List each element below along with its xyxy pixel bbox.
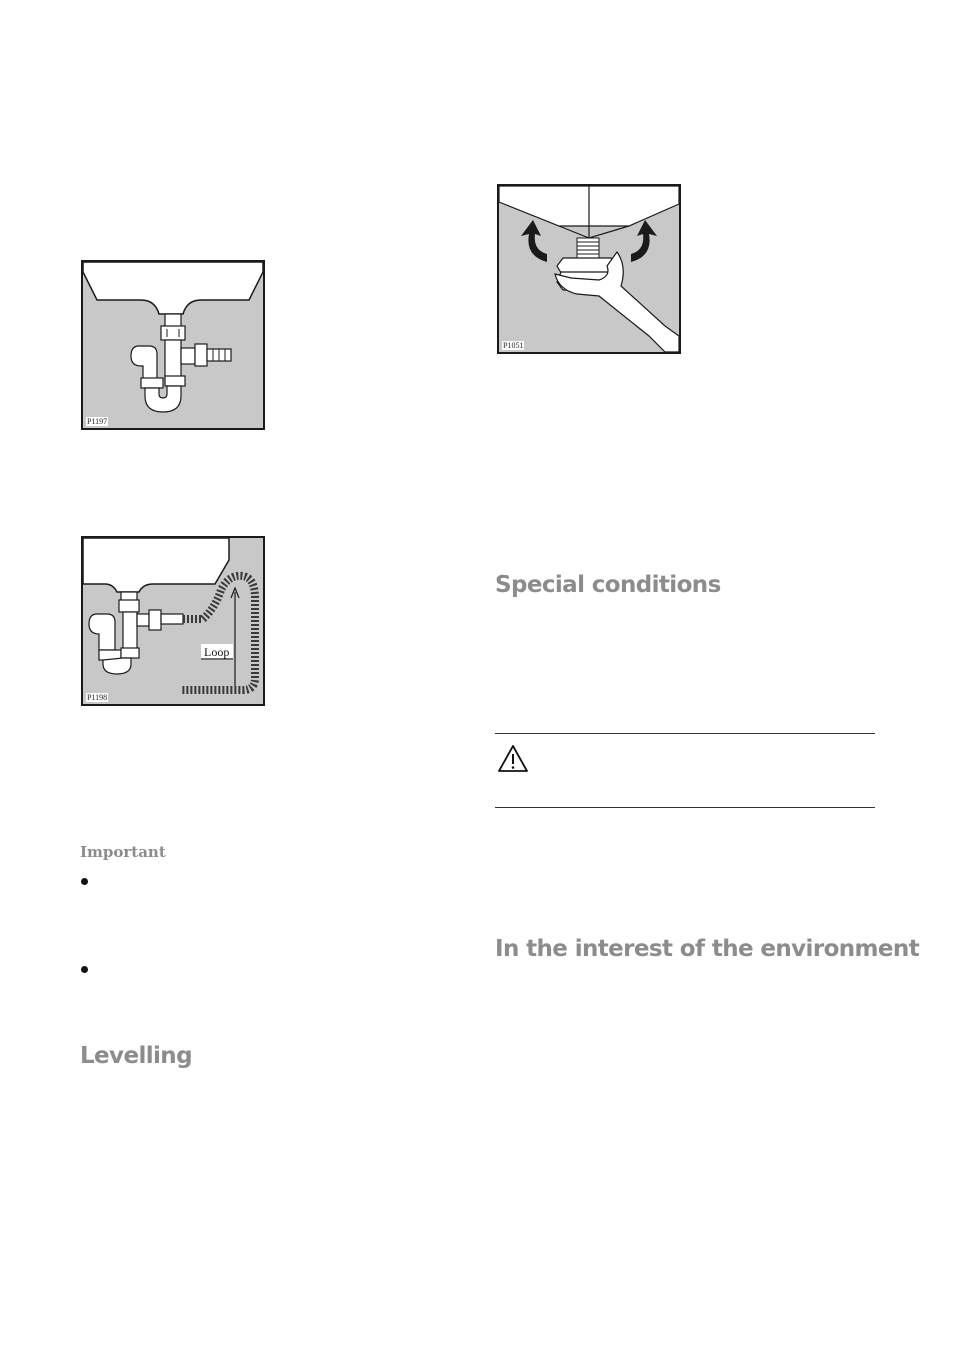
bullet-1 [81, 878, 88, 885]
figure-sink-trap [81, 260, 265, 430]
levelling-wrench-illustration [499, 186, 679, 352]
figure-sink-trap-loop [81, 536, 265, 706]
environment-heading: In the interest of the environment [495, 936, 920, 962]
important-heading: Important [80, 843, 166, 861]
warning-rule-top [495, 733, 875, 734]
sink-trap-illustration [83, 262, 263, 428]
figure-code: P1197 [87, 417, 108, 426]
figure-code: P1198 [87, 693, 108, 702]
warning-rule-bottom [495, 807, 875, 808]
loop-label: Loop [204, 645, 230, 659]
hose-loop-illustration [83, 538, 263, 704]
special-conditions-heading: Special conditions [495, 572, 721, 598]
figure-foot-levelling [497, 184, 681, 354]
figure-code: P1051 [503, 341, 524, 350]
levelling-heading: Levelling [80, 1043, 192, 1069]
bullet-2 [81, 966, 88, 973]
warning-triangle-icon [496, 743, 530, 775]
